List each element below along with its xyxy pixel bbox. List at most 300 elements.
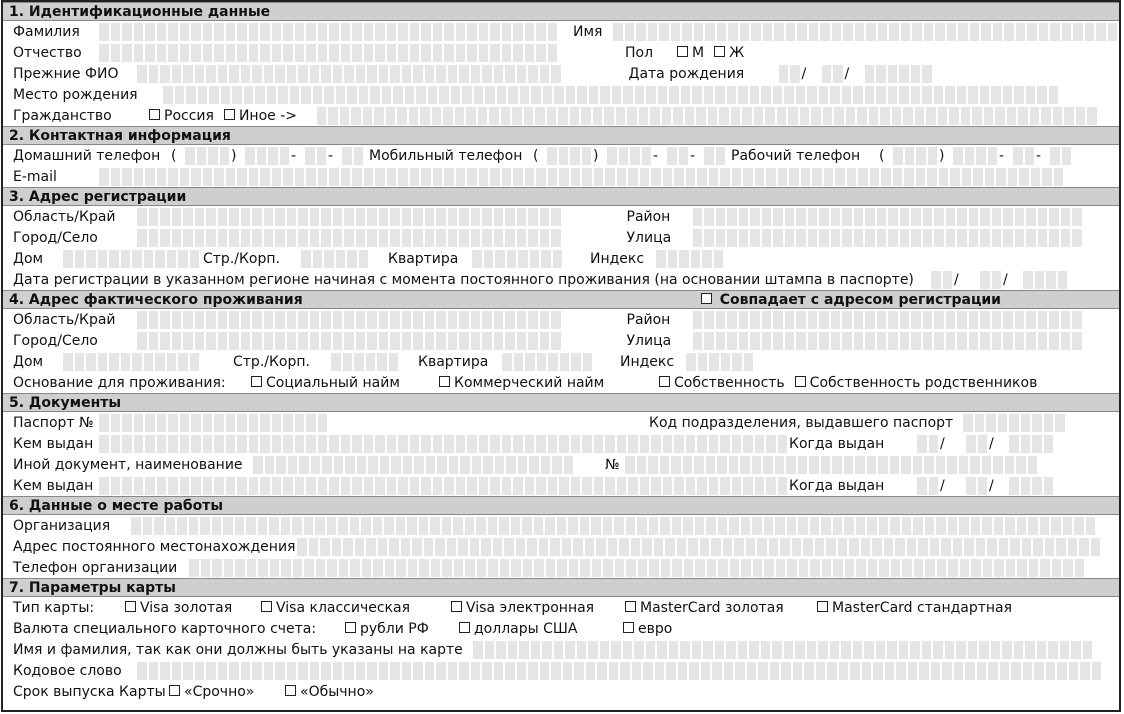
char-cell[interactable]	[226, 44, 238, 62]
char-cell[interactable]	[529, 456, 541, 474]
char-cell[interactable]	[195, 662, 207, 680]
char-cell[interactable]	[972, 107, 984, 125]
char-cell[interactable]	[528, 208, 540, 226]
char-cell[interactable]	[786, 456, 798, 474]
char-cell[interactable]	[540, 229, 552, 247]
char-cell[interactable]	[809, 456, 821, 474]
char-cell[interactable]	[528, 311, 540, 329]
char-cell[interactable]	[145, 168, 157, 186]
char-cell[interactable]	[63, 250, 75, 268]
char-cell[interactable]	[494, 662, 506, 680]
char-cell[interactable]	[203, 435, 215, 453]
char-cell[interactable]	[245, 147, 257, 165]
char-cell[interactable]	[183, 229, 195, 247]
char-cell[interactable]	[471, 311, 483, 329]
char-cell[interactable]	[364, 44, 376, 62]
char-cell[interactable]	[352, 435, 364, 453]
char-cell[interactable]	[764, 517, 776, 535]
char-cell[interactable]	[847, 168, 859, 186]
char-cell[interactable]	[663, 477, 675, 495]
char-cell[interactable]	[739, 208, 751, 226]
char-cell[interactable]	[425, 65, 437, 83]
char-cell[interactable]	[344, 311, 356, 329]
char-cell[interactable]	[396, 517, 408, 535]
char-cell[interactable]	[379, 208, 391, 226]
char-cell[interactable]	[698, 353, 710, 371]
char-cell[interactable]	[255, 86, 267, 104]
char-cell[interactable]	[819, 86, 831, 104]
input-cells[interactable]	[625, 456, 1039, 474]
char-cell[interactable]	[876, 641, 888, 659]
char-cell[interactable]	[362, 559, 374, 577]
char-cell[interactable]	[658, 86, 670, 104]
char-cell[interactable]	[519, 641, 531, 659]
char-cell[interactable]	[665, 538, 677, 556]
char-cell[interactable]	[149, 229, 161, 247]
char-cell[interactable]	[527, 538, 539, 556]
char-cell[interactable]	[433, 44, 445, 62]
char-cell[interactable]	[436, 208, 448, 226]
char-cell[interactable]	[855, 456, 867, 474]
char-cell[interactable]	[467, 435, 479, 453]
char-cell[interactable]	[772, 641, 784, 659]
char-cell[interactable]	[682, 23, 694, 41]
char-cell[interactable]	[908, 662, 920, 680]
char-cell[interactable]	[345, 456, 357, 474]
char-cell[interactable]	[609, 662, 621, 680]
char-cell[interactable]	[386, 107, 398, 125]
char-cell[interactable]	[218, 208, 230, 226]
char-cell[interactable]	[642, 538, 654, 556]
char-cell[interactable]	[615, 559, 627, 577]
char-cell[interactable]	[649, 559, 661, 577]
char-cell[interactable]	[524, 107, 536, 125]
char-cell[interactable]	[854, 332, 866, 350]
char-cell[interactable]	[288, 456, 300, 474]
char-cell[interactable]	[831, 208, 843, 226]
char-cell[interactable]	[398, 23, 410, 41]
char-cell[interactable]	[324, 250, 336, 268]
char-cell[interactable]	[347, 86, 359, 104]
char-cell[interactable]	[473, 641, 485, 659]
char-cell[interactable]	[571, 353, 583, 371]
char-cell[interactable]	[808, 311, 820, 329]
char-cell[interactable]	[1072, 208, 1084, 226]
char-cell[interactable]	[592, 559, 604, 577]
char-cell[interactable]	[842, 229, 854, 247]
char-cell[interactable]	[384, 517, 396, 535]
char-cell[interactable]	[1048, 641, 1060, 659]
char-cell[interactable]	[318, 477, 330, 495]
char-cell[interactable]	[1040, 559, 1052, 577]
char-cell[interactable]	[545, 517, 557, 535]
char-cell[interactable]	[448, 208, 460, 226]
char-cell[interactable]	[477, 559, 489, 577]
char-cell[interactable]	[900, 332, 912, 350]
char-cell[interactable]	[412, 538, 424, 556]
char-cell[interactable]	[534, 559, 546, 577]
char-cell[interactable]	[1061, 208, 1073, 226]
char-cell[interactable]	[830, 86, 842, 104]
char-cell[interactable]	[226, 168, 238, 186]
char-cell[interactable]	[981, 23, 993, 41]
char-cell[interactable]	[1050, 23, 1062, 41]
char-cell[interactable]	[206, 311, 218, 329]
char-cell[interactable]	[608, 538, 620, 556]
char-cell[interactable]	[864, 641, 876, 659]
char-cell[interactable]	[447, 538, 459, 556]
char-cell[interactable]	[157, 44, 169, 62]
char-cell[interactable]	[414, 456, 426, 474]
char-cell[interactable]	[479, 23, 491, 41]
char-cell[interactable]	[697, 477, 709, 495]
char-cell[interactable]	[316, 559, 328, 577]
char-cell[interactable]	[163, 86, 175, 104]
char-cell[interactable]	[367, 229, 379, 247]
char-cell[interactable]	[672, 559, 684, 577]
char-cell[interactable]	[899, 641, 911, 659]
char-cell[interactable]	[948, 517, 960, 535]
char-cell[interactable]	[706, 456, 718, 474]
char-cell[interactable]	[333, 65, 345, 83]
char-cell[interactable]	[518, 456, 530, 474]
char-cell[interactable]	[183, 662, 195, 680]
char-cell[interactable]	[611, 641, 623, 659]
char-cell[interactable]	[869, 107, 881, 125]
char-cell[interactable]	[765, 107, 777, 125]
char-cell[interactable]	[232, 86, 244, 104]
char-cell[interactable]	[143, 517, 155, 535]
char-cell[interactable]	[244, 86, 256, 104]
char-cell[interactable]	[619, 538, 631, 556]
char-cell[interactable]	[834, 107, 846, 125]
char-cell[interactable]	[283, 23, 295, 41]
char-cell[interactable]	[344, 662, 356, 680]
char-cell[interactable]	[750, 208, 762, 226]
char-cell[interactable]	[949, 107, 961, 125]
char-cell[interactable]	[600, 86, 612, 104]
char-cell[interactable]	[744, 353, 756, 371]
char-cell[interactable]	[893, 147, 905, 165]
char-cell[interactable]	[214, 23, 226, 41]
char-cell[interactable]	[420, 107, 432, 125]
char-cell[interactable]	[581, 107, 593, 125]
char-cell[interactable]	[718, 559, 730, 577]
char-cell[interactable]	[822, 559, 834, 577]
char-cell[interactable]	[1061, 311, 1073, 329]
char-cell[interactable]	[203, 168, 215, 186]
char-cell[interactable]	[1011, 662, 1023, 680]
char-cell[interactable]	[1021, 477, 1033, 495]
char-cell[interactable]	[778, 435, 790, 453]
char-cell[interactable]	[390, 65, 402, 83]
char-cell[interactable]	[189, 559, 201, 577]
char-cell[interactable]	[218, 311, 230, 329]
char-cell[interactable]	[180, 435, 192, 453]
char-cell[interactable]	[1060, 641, 1072, 659]
char-cell[interactable]	[716, 332, 728, 350]
char-cell[interactable]	[1006, 559, 1018, 577]
char-cell[interactable]	[514, 353, 526, 371]
char-cell[interactable]	[980, 86, 992, 104]
char-cell[interactable]	[298, 311, 310, 329]
char-cell[interactable]	[679, 250, 691, 268]
char-cell[interactable]	[947, 456, 959, 474]
option-россия[interactable]	[149, 108, 214, 124]
char-cell[interactable]	[516, 538, 528, 556]
char-cell[interactable]	[401, 538, 413, 556]
char-cell[interactable]	[632, 662, 644, 680]
char-cell[interactable]	[1042, 168, 1054, 186]
char-cell[interactable]	[865, 208, 877, 226]
char-cell[interactable]	[554, 641, 566, 659]
char-cell[interactable]	[728, 23, 740, 41]
char-cell[interactable]	[264, 208, 276, 226]
char-cell[interactable]	[402, 229, 414, 247]
char-cell[interactable]	[145, 44, 157, 62]
char-cell[interactable]	[391, 456, 403, 474]
char-cell[interactable]	[741, 559, 753, 577]
char-cell[interactable]	[175, 86, 187, 104]
char-cell[interactable]	[479, 477, 491, 495]
input-cells[interactable]	[693, 208, 1084, 226]
char-cell[interactable]	[160, 311, 172, 329]
char-cell[interactable]	[562, 538, 574, 556]
char-cell[interactable]	[272, 414, 284, 432]
char-cell[interactable]	[761, 641, 773, 659]
char-cell[interactable]	[683, 456, 695, 474]
char-cell[interactable]	[971, 559, 983, 577]
char-cell[interactable]	[854, 311, 866, 329]
char-cell[interactable]	[546, 559, 558, 577]
char-cell[interactable]	[502, 168, 514, 186]
char-cell[interactable]	[223, 517, 235, 535]
char-cell[interactable]	[734, 538, 746, 556]
char-cell[interactable]	[301, 250, 313, 268]
char-cell[interactable]	[212, 559, 224, 577]
char-cell[interactable]	[241, 311, 253, 329]
char-cell[interactable]	[1022, 538, 1034, 556]
char-cell[interactable]	[137, 229, 149, 247]
char-cell[interactable]	[548, 435, 560, 453]
char-cell[interactable]	[654, 538, 666, 556]
char-cell[interactable]	[206, 229, 218, 247]
char-cell[interactable]	[257, 147, 269, 165]
char-cell[interactable]	[166, 517, 178, 535]
char-cell[interactable]	[695, 559, 707, 577]
char-cell[interactable]	[750, 332, 762, 350]
char-cell[interactable]	[525, 44, 537, 62]
char-cell[interactable]	[626, 559, 638, 577]
char-cell[interactable]	[149, 65, 161, 83]
char-cell[interactable]	[343, 538, 355, 556]
char-cell[interactable]	[500, 559, 512, 577]
char-cell[interactable]	[1056, 538, 1068, 556]
input-cells[interactable]	[966, 435, 989, 453]
char-cell[interactable]	[1023, 662, 1035, 680]
char-cell[interactable]	[639, 107, 651, 125]
char-cell[interactable]	[810, 559, 822, 577]
char-cell[interactable]	[1054, 168, 1066, 186]
char-cell[interactable]	[505, 332, 517, 350]
char-cell[interactable]	[229, 311, 241, 329]
char-cell[interactable]	[479, 44, 491, 62]
char-cell[interactable]	[650, 107, 662, 125]
char-cell[interactable]	[694, 456, 706, 474]
input-cells[interactable]	[502, 353, 594, 371]
char-cell[interactable]	[1068, 538, 1080, 556]
char-cell[interactable]	[948, 559, 960, 577]
char-cell[interactable]	[1040, 517, 1052, 535]
char-cell[interactable]	[819, 311, 831, 329]
char-cell[interactable]	[755, 477, 767, 495]
char-cell[interactable]	[815, 538, 827, 556]
char-cell[interactable]	[339, 559, 351, 577]
char-cell[interactable]	[310, 208, 322, 226]
char-cell[interactable]	[842, 332, 854, 350]
char-cell[interactable]	[530, 250, 542, 268]
char-cell[interactable]	[888, 311, 900, 329]
char-cell[interactable]	[893, 168, 905, 186]
char-cell[interactable]	[86, 353, 98, 371]
char-cell[interactable]	[1026, 332, 1038, 350]
char-cell[interactable]	[824, 168, 836, 186]
char-cell[interactable]	[456, 44, 468, 62]
char-cell[interactable]	[264, 332, 276, 350]
char-cell[interactable]	[827, 662, 839, 680]
input-cells[interactable]	[245, 147, 291, 165]
char-cell[interactable]	[689, 662, 701, 680]
char-cell[interactable]	[1092, 662, 1104, 680]
char-cell[interactable]	[241, 229, 253, 247]
char-cell[interactable]	[677, 538, 689, 556]
char-cell[interactable]	[249, 414, 261, 432]
char-cell[interactable]	[168, 414, 180, 432]
char-cell[interactable]	[796, 311, 808, 329]
char-cell[interactable]	[1086, 517, 1098, 535]
char-cell[interactable]	[298, 65, 310, 83]
char-cell[interactable]	[252, 662, 264, 680]
char-cell[interactable]	[1014, 641, 1026, 659]
char-cell[interactable]	[160, 65, 172, 83]
char-cell[interactable]	[559, 477, 571, 495]
char-cell[interactable]	[380, 456, 392, 474]
char-cell[interactable]	[1039, 23, 1051, 41]
input-cells[interactable]	[704, 147, 727, 165]
char-cell[interactable]	[697, 435, 709, 453]
char-cell[interactable]	[1004, 23, 1016, 41]
char-cell[interactable]	[229, 208, 241, 226]
char-cell[interactable]	[536, 44, 548, 62]
char-cell[interactable]	[425, 311, 437, 329]
char-cell[interactable]	[336, 86, 348, 104]
input-cells[interactable]	[331, 353, 400, 371]
char-cell[interactable]	[137, 311, 149, 329]
char-cell[interactable]	[260, 168, 272, 186]
char-cell[interactable]	[336, 250, 348, 268]
char-cell[interactable]	[134, 477, 146, 495]
char-cell[interactable]	[877, 229, 889, 247]
char-cell[interactable]	[260, 477, 272, 495]
char-cell[interactable]	[1049, 311, 1061, 329]
char-cell[interactable]	[646, 641, 658, 659]
char-cell[interactable]	[385, 559, 397, 577]
char-cell[interactable]	[99, 414, 111, 432]
char-cell[interactable]	[856, 517, 868, 535]
char-cell[interactable]	[1033, 538, 1045, 556]
char-cell[interactable]	[729, 456, 741, 474]
char-cell[interactable]	[209, 86, 221, 104]
input-cells[interactable]	[472, 250, 564, 268]
char-cell[interactable]	[978, 477, 990, 495]
char-cell[interactable]	[1019, 168, 1031, 186]
input-cells[interactable]	[342, 147, 365, 165]
char-cell[interactable]	[917, 435, 929, 453]
char-cell[interactable]	[551, 208, 563, 226]
char-cell[interactable]	[145, 477, 157, 495]
char-cell[interactable]	[214, 477, 226, 495]
char-cell[interactable]	[145, 435, 157, 453]
input-cells[interactable]	[931, 271, 954, 289]
char-cell[interactable]	[1000, 662, 1012, 680]
char-cell[interactable]	[904, 168, 916, 186]
option-срочно[interactable]	[169, 684, 285, 700]
char-cell[interactable]	[695, 517, 707, 535]
char-cell[interactable]	[707, 559, 719, 577]
char-cell[interactable]	[933, 641, 945, 659]
char-cell[interactable]	[410, 23, 422, 41]
char-cell[interactable]	[513, 168, 525, 186]
char-cell[interactable]	[980, 271, 992, 289]
char-cell[interactable]	[1026, 229, 1038, 247]
char-cell[interactable]	[588, 641, 600, 659]
char-cell[interactable]	[329, 23, 341, 41]
char-cell[interactable]	[436, 662, 448, 680]
char-cell[interactable]	[137, 208, 149, 226]
char-cell[interactable]	[800, 107, 812, 125]
char-cell[interactable]	[1041, 107, 1053, 125]
char-cell[interactable]	[918, 538, 930, 556]
char-cell[interactable]	[704, 208, 716, 226]
char-cell[interactable]	[568, 517, 580, 535]
char-cell[interactable]	[190, 353, 202, 371]
char-cell[interactable]	[144, 353, 156, 371]
char-cell[interactable]	[131, 517, 143, 535]
char-cell[interactable]	[513, 435, 525, 453]
char-cell[interactable]	[888, 229, 900, 247]
char-cell[interactable]	[1072, 229, 1084, 247]
char-cell[interactable]	[594, 168, 606, 186]
char-cell[interactable]	[773, 86, 785, 104]
char-cell[interactable]	[149, 311, 161, 329]
char-cell[interactable]	[750, 311, 762, 329]
char-cell[interactable]	[75, 353, 87, 371]
char-cell[interactable]	[924, 456, 936, 474]
char-cell[interactable]	[333, 208, 345, 226]
char-cell[interactable]	[743, 435, 755, 453]
char-cell[interactable]	[249, 477, 261, 495]
char-cell[interactable]	[1027, 23, 1039, 41]
char-cell[interactable]	[867, 456, 879, 474]
char-cell[interactable]	[995, 107, 1007, 125]
char-cell[interactable]	[482, 229, 494, 247]
char-cell[interactable]	[157, 23, 169, 41]
input-cells[interactable]	[99, 477, 789, 495]
char-cell[interactable]	[762, 229, 774, 247]
char-cell[interactable]	[797, 23, 809, 41]
char-cell[interactable]	[934, 86, 946, 104]
char-cell[interactable]	[359, 86, 371, 104]
